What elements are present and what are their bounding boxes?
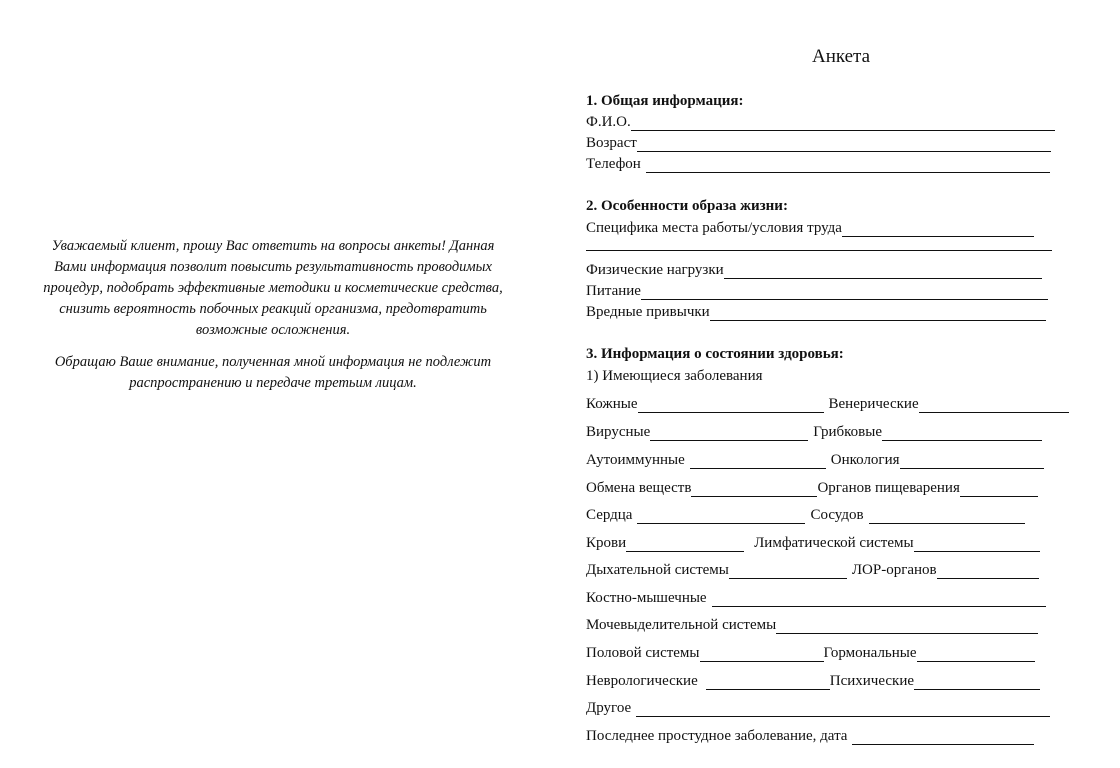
intro-paragraph-2: Обращаю Ваше внимание, полученная мной информация не подлежит распространению и передаче третьим лицам. — [54, 354, 492, 391]
skin-field[interactable] — [638, 398, 824, 413]
section-general-heading — [586, 92, 744, 110]
fio-field[interactable] — [631, 116, 1055, 131]
age-label: Возраст — [586, 135, 637, 151]
field-row-physical — [586, 261, 1042, 279]
other-label: Другое — [586, 700, 632, 716]
fio-label: Ф.И.О. — [586, 114, 631, 130]
field-row-age — [586, 134, 1051, 152]
other-field[interactable] — [636, 702, 1050, 717]
ent-label: ЛОР-органов — [851, 562, 937, 578]
last-cold-field[interactable] — [852, 730, 1034, 745]
lymphatic-field[interactable] — [914, 537, 1040, 552]
respiratory-label: Дыхательной системы — [586, 562, 729, 578]
musculoskeletal-label: Костно-мышечные — [586, 590, 707, 606]
blood-label: Крови — [586, 535, 627, 551]
viral-label: Вирусные — [586, 424, 651, 440]
hormonal-field[interactable] — [917, 647, 1035, 662]
field-row-urinary — [586, 616, 1038, 634]
musculoskeletal-field[interactable] — [712, 592, 1046, 607]
digestive-label: Органов пищеварения — [817, 480, 960, 496]
respiratory-field[interactable] — [729, 564, 847, 579]
metabolism-field[interactable] — [691, 482, 817, 497]
nutrition-field[interactable] — [641, 285, 1048, 300]
ent-field[interactable] — [937, 564, 1039, 579]
physical-field[interactable] — [724, 264, 1042, 279]
work-label: Специфика места работы/условия труда — [586, 220, 842, 236]
section-health-heading — [586, 345, 844, 363]
field-row-blood-lymphatic — [586, 534, 1040, 552]
intro-paragraph-1: Уважаемый клиент, прошу Вас ответить на вопросы анкеты! Данная Вами информация позволит повысить результативность проводимых процедур, подобрать эффективные методики и косметические средства, снизить вероятность побочных реакций организма, предотвратить возможные осложнения. — [43, 238, 503, 338]
field-row-viral-fungal — [586, 423, 1042, 441]
heart-label: Сердца — [586, 507, 633, 523]
vessels-field[interactable] — [869, 509, 1025, 524]
digestive-field[interactable] — [960, 482, 1038, 497]
field-row-nutrition — [586, 282, 1048, 300]
venereal-field[interactable] — [919, 398, 1069, 413]
field-row-metabolism-digestive — [586, 479, 1038, 497]
field-row-other — [586, 699, 1050, 717]
mental-field[interactable] — [914, 675, 1040, 690]
blood-field[interactable] — [626, 537, 744, 552]
field-row-habits — [586, 303, 1046, 321]
habits-label: Вредные привычки — [586, 304, 710, 320]
venereal-label: Венерические — [828, 396, 919, 412]
oncology-label: Онкология — [830, 452, 900, 468]
field-row-respiratory-ent — [586, 561, 1039, 579]
autoimmune-label: Аутоиммунные — [586, 452, 685, 468]
neurological-field[interactable] — [706, 675, 830, 690]
field-row-neurological-mental — [586, 672, 1040, 690]
field-row-work — [586, 219, 1034, 237]
skin-label: Кожные — [586, 396, 638, 412]
phone-label: Телефон — [586, 156, 641, 172]
habits-field[interactable] — [710, 306, 1046, 321]
field-row-last-cold — [586, 727, 1034, 745]
field-row-reproductive-hormonal — [586, 644, 1035, 662]
lymphatic-label: Лимфатической системы — [754, 535, 914, 551]
work-field[interactable] — [842, 222, 1034, 237]
section-lifestyle-heading-text: 2. Особенности образа жизни: — [586, 198, 788, 214]
neurological-label: Неврологические — [586, 673, 698, 689]
heart-field[interactable] — [637, 509, 805, 524]
field-row-fio — [586, 113, 1055, 131]
fungal-field[interactable] — [882, 426, 1042, 441]
hormonal-label: Гормональные — [823, 645, 917, 661]
subheading-diseases — [586, 367, 763, 385]
section-health-heading-text: 3. Информация о состоянии здоровья: — [586, 346, 844, 362]
oncology-field[interactable] — [900, 454, 1044, 469]
age-field[interactable] — [637, 137, 1051, 152]
autoimmune-field[interactable] — [690, 454, 826, 469]
nutrition-label: Питание — [586, 283, 641, 299]
metabolism-label: Обмена веществ — [586, 480, 692, 496]
reproductive-field[interactable] — [700, 647, 824, 662]
mental-label: Психические — [829, 673, 915, 689]
urinary-label: Мочевыделительной системы — [586, 617, 777, 633]
viral-field[interactable] — [650, 426, 808, 441]
vessels-label: Сосудов — [810, 507, 864, 523]
form-title: Анкета — [811, 46, 871, 67]
intro-text-block — [36, 236, 510, 405]
field-row-heart-vessels — [586, 506, 1025, 524]
last-cold-label: Последнее простудное заболевание, дата — [586, 728, 848, 744]
field-row-skin-venereal — [586, 395, 1069, 413]
urinary-field[interactable] — [776, 619, 1038, 634]
field-row-autoimmune-oncology — [586, 451, 1044, 469]
field-row-phone — [586, 155, 1050, 173]
work-extra-line[interactable] — [586, 249, 1052, 251]
physical-label: Физические нагрузки — [586, 262, 724, 278]
diseases-subheading-text: 1) Имеющиеся заболевания — [586, 368, 763, 384]
field-row-musculoskeletal — [586, 589, 1046, 607]
section-lifestyle-heading — [586, 197, 788, 215]
fungal-label: Грибковые — [813, 424, 882, 440]
reproductive-label: Половой системы — [586, 645, 700, 661]
section-general-heading-text: 1. Общая информация: — [586, 93, 744, 109]
phone-field[interactable] — [646, 158, 1050, 173]
